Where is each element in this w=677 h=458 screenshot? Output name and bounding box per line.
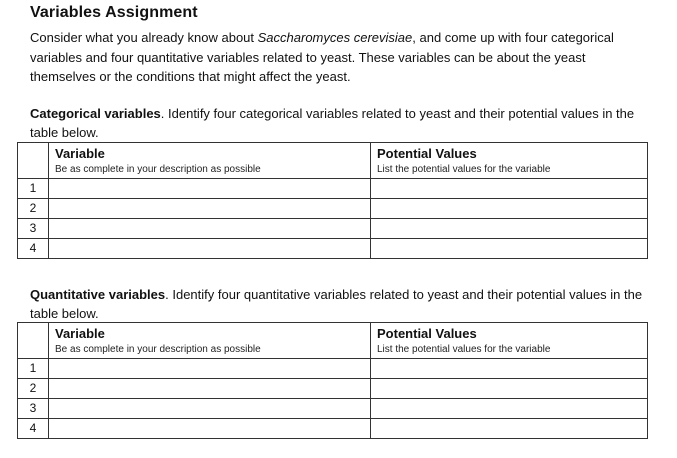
- table-header-row: [18, 323, 648, 359]
- variable-cell[interactable]: [49, 239, 371, 259]
- variable-header: [49, 323, 371, 359]
- categorical-instruction-text: . Identify four categorical variables related to yeast and their potential values in the table below.: [30, 106, 635, 140]
- table-row: [18, 359, 648, 379]
- variable-cell[interactable]: [49, 399, 371, 419]
- variable-column-hint: Be as complete in your description as possible: [55, 164, 261, 175]
- quantitative-heading: Quantitative variables: [30, 287, 166, 302]
- potential-values-cell[interactable]: [371, 359, 648, 379]
- table-row: [18, 219, 648, 239]
- table-row: [18, 179, 648, 199]
- potential-values-cell[interactable]: [371, 379, 648, 399]
- potential-values-cell[interactable]: [371, 239, 648, 259]
- quantitative-instruction-text: . Identify four quantitative variables related to yeast and their potential values in the table below.: [30, 287, 643, 321]
- table-row: [18, 239, 648, 259]
- row-number: 3: [18, 399, 49, 419]
- variable-header: [49, 143, 371, 179]
- values-column-hint: List the potential values for the variable: [377, 344, 551, 355]
- variable-cell[interactable]: [49, 179, 371, 199]
- values-column-title: Potential Values: [377, 326, 477, 341]
- variable-column-hint: Be as complete in your description as possible: [55, 344, 261, 355]
- species-name: Saccharomyces cerevisiae: [257, 30, 413, 45]
- variable-column-title: Variable: [55, 326, 105, 341]
- categorical-instructions: [30, 104, 655, 142]
- potential-values-header: [371, 323, 648, 359]
- page-title: Variables Assignment: [30, 4, 198, 21]
- potential-values-cell[interactable]: [371, 199, 648, 219]
- intro-text-end: , and come up with four categorical variables and four quantitative variables related to yeast. These variables can be about the yeast themselves or the conditions that might affect the yeast.: [30, 30, 614, 84]
- table-row: [18, 379, 648, 399]
- potential-values-cell[interactable]: [371, 219, 648, 239]
- row-number: 1: [18, 179, 49, 199]
- row-number: 4: [18, 419, 49, 439]
- quantitative-table: [17, 322, 648, 439]
- row-number: 3: [18, 219, 49, 239]
- row-number-header: [18, 143, 49, 179]
- intro-text-start: Consider what you already know about: [30, 30, 258, 45]
- intro-paragraph: [30, 28, 650, 87]
- row-number: 2: [18, 199, 49, 219]
- values-column-hint: List the potential values for the variable: [377, 164, 551, 175]
- categorical-heading: Categorical variables: [30, 106, 161, 121]
- variable-cell[interactable]: [49, 379, 371, 399]
- variable-cell[interactable]: [49, 199, 371, 219]
- variable-cell[interactable]: [49, 219, 371, 239]
- values-column-title: Potential Values: [377, 146, 477, 161]
- row-number-header: [18, 323, 49, 359]
- categorical-table: [17, 142, 648, 259]
- row-number: 2: [18, 379, 49, 399]
- potential-values-cell[interactable]: [371, 399, 648, 419]
- quantitative-instructions: [30, 285, 655, 323]
- table-row: [18, 199, 648, 219]
- table-header-row: [18, 143, 648, 179]
- variable-cell[interactable]: [49, 359, 371, 379]
- row-number: 4: [18, 239, 49, 259]
- variable-column-title: Variable: [55, 146, 105, 161]
- potential-values-header: [371, 143, 648, 179]
- potential-values-cell[interactable]: [371, 419, 648, 439]
- variable-cell[interactable]: [49, 419, 371, 439]
- row-number: 1: [18, 359, 49, 379]
- table-row: [18, 399, 648, 419]
- table-row: [18, 419, 648, 439]
- potential-values-cell[interactable]: [371, 179, 648, 199]
